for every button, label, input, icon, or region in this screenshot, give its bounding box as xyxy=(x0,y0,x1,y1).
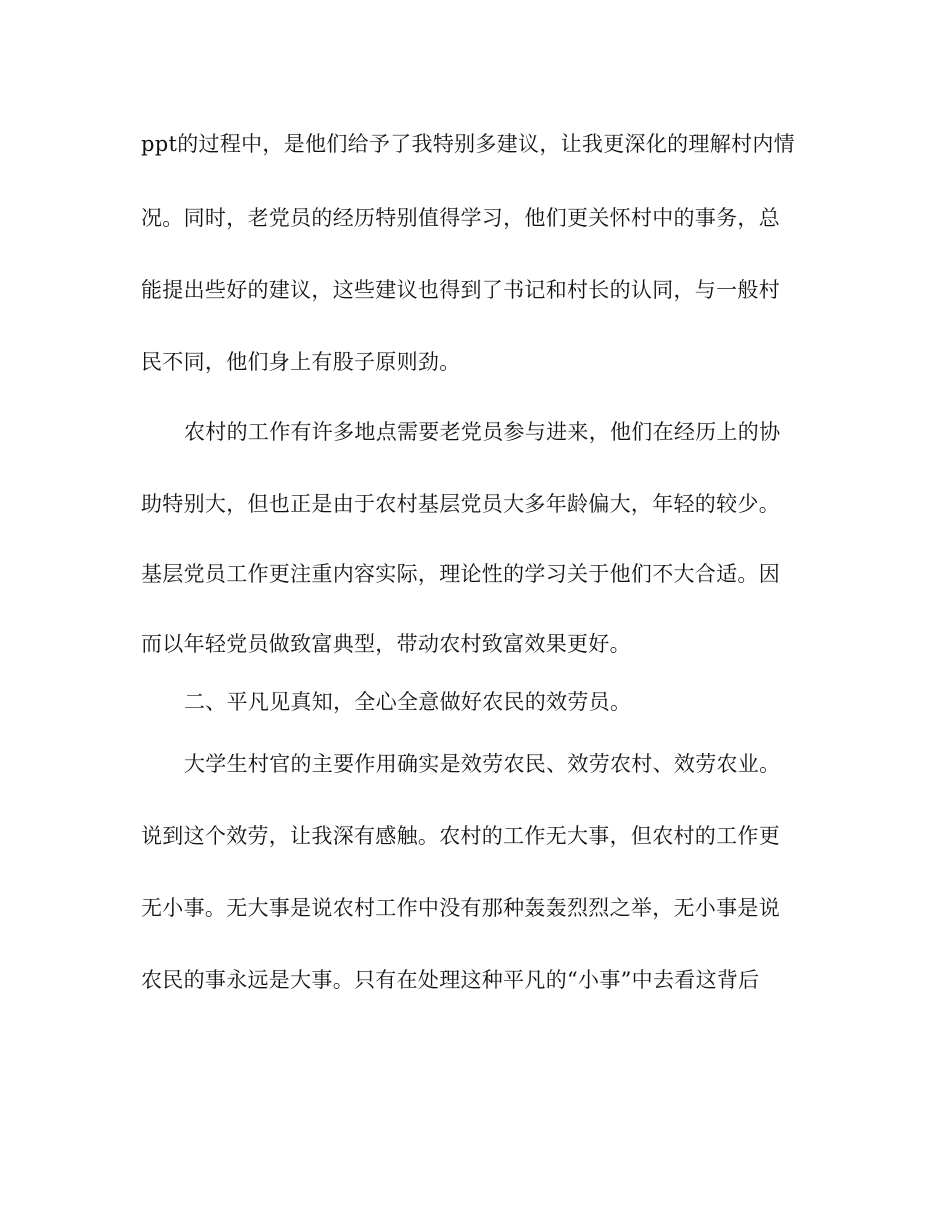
text-line: 而以年轻党员做致富典型，带动农村致富效果更好。 xyxy=(141,632,631,656)
text-line: 无小事。无大事是说农村工作中没有那种轰轰烈烈之举，无小事是说 xyxy=(141,896,780,920)
paragraph-first-line: 农村的工作有许多地点需要老党员参与进来，他们在经历上的协 xyxy=(184,420,781,444)
text-line: 况。同时，老党员的经历特别值得学习，他们更关怀村中的事务，总 xyxy=(141,206,780,230)
text-line: 说到这个效劳，让我深有感触。农村的工作无大事，但农村的工作更 xyxy=(141,824,780,848)
text-line: 民不同，他们身上有股子原则劲。 xyxy=(141,350,461,374)
section-heading: 二、平凡见真知，全心全意做好农民的效劳员。 xyxy=(184,690,632,714)
text-line: ppt的过程中，是他们给予了我特别多建议，让我更深化的理解村内情 xyxy=(141,132,795,156)
text-line: 农民的事永远是大事。只有在处理这种平凡的“小事”中去看这背后 xyxy=(141,968,760,992)
text-line: 助特别大，但也正是由于农村基层党员大多年龄偏大，年轻的较少。 xyxy=(141,492,780,516)
paragraph-first-line: 大学生村官的主要作用确实是效劳农民、效劳农村、效劳农业。 xyxy=(184,752,781,776)
text-line: 基层党员工作更注重内容实际，理论性的学习关于他们不大合适。因 xyxy=(141,562,780,586)
text-line: 能提出些好的建议，这些建议也得到了书记和村长的认同，与一般村 xyxy=(141,278,780,302)
